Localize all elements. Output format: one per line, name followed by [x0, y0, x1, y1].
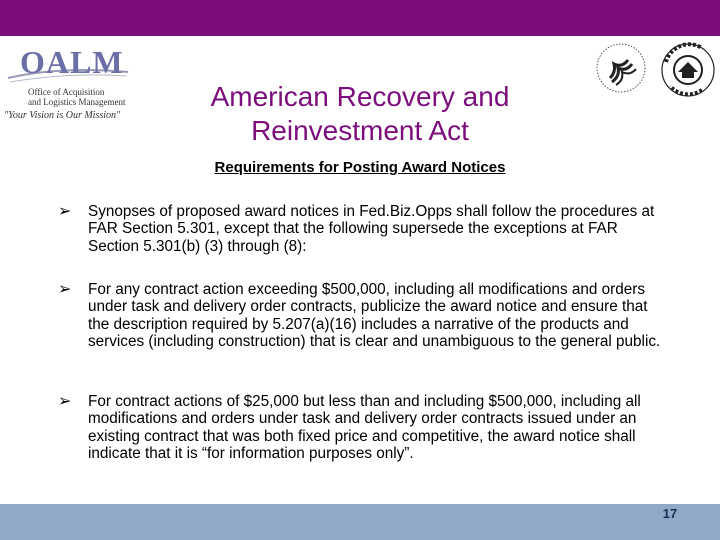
bullet-text: For any contract action exceeding $500,000, including all modifications and orders under task and delivery order contracts, publicize the award notice and ensure that the description required by 5.207(a)(16) includes a narrative of the products and services (including construction) that is clear and unambiguous to the general public.	[88, 281, 661, 350]
page-number: 17	[662, 506, 678, 521]
bullet-text: Synopses of proposed award notices in Fed.Biz.Opps shall follow the procedures at FAR Section 5.301, except that the following supersede the exceptions at FAR Section 5.301(b) (3) through (8):	[88, 203, 655, 255]
arrow-bullet-icon: ➢	[58, 203, 72, 220]
header-bar	[0, 0, 720, 36]
arrow-bullet-icon: ➢	[58, 393, 72, 410]
nih-logo-icon	[656, 40, 718, 100]
footer-bar	[0, 504, 720, 540]
bullet-text: For contract actions of $25,000 but less than and including $500,000, including all modifications and orders under task and delivery order contracts issued under an existing contract that was both fixed price and competitive, the award notice shall indicate that it is “for information purposes only”.	[88, 393, 641, 462]
page-title: American Recovery and Reinvestment Act	[210, 81, 510, 146]
oalm-subtitle-line1: Office of Acquisition	[28, 87, 105, 97]
oalm-wordmark: OALM	[20, 44, 124, 80]
oalm-subtitle-line2: and Logistics Management	[28, 97, 126, 107]
hhs-seal-icon	[592, 42, 650, 94]
page-subtitle: Requirements for Posting Award Notices	[214, 159, 506, 176]
arrow-bullet-icon: ➢	[58, 281, 72, 298]
oalm-tagline: "Your Vision is Our Mission"	[4, 110, 121, 121]
